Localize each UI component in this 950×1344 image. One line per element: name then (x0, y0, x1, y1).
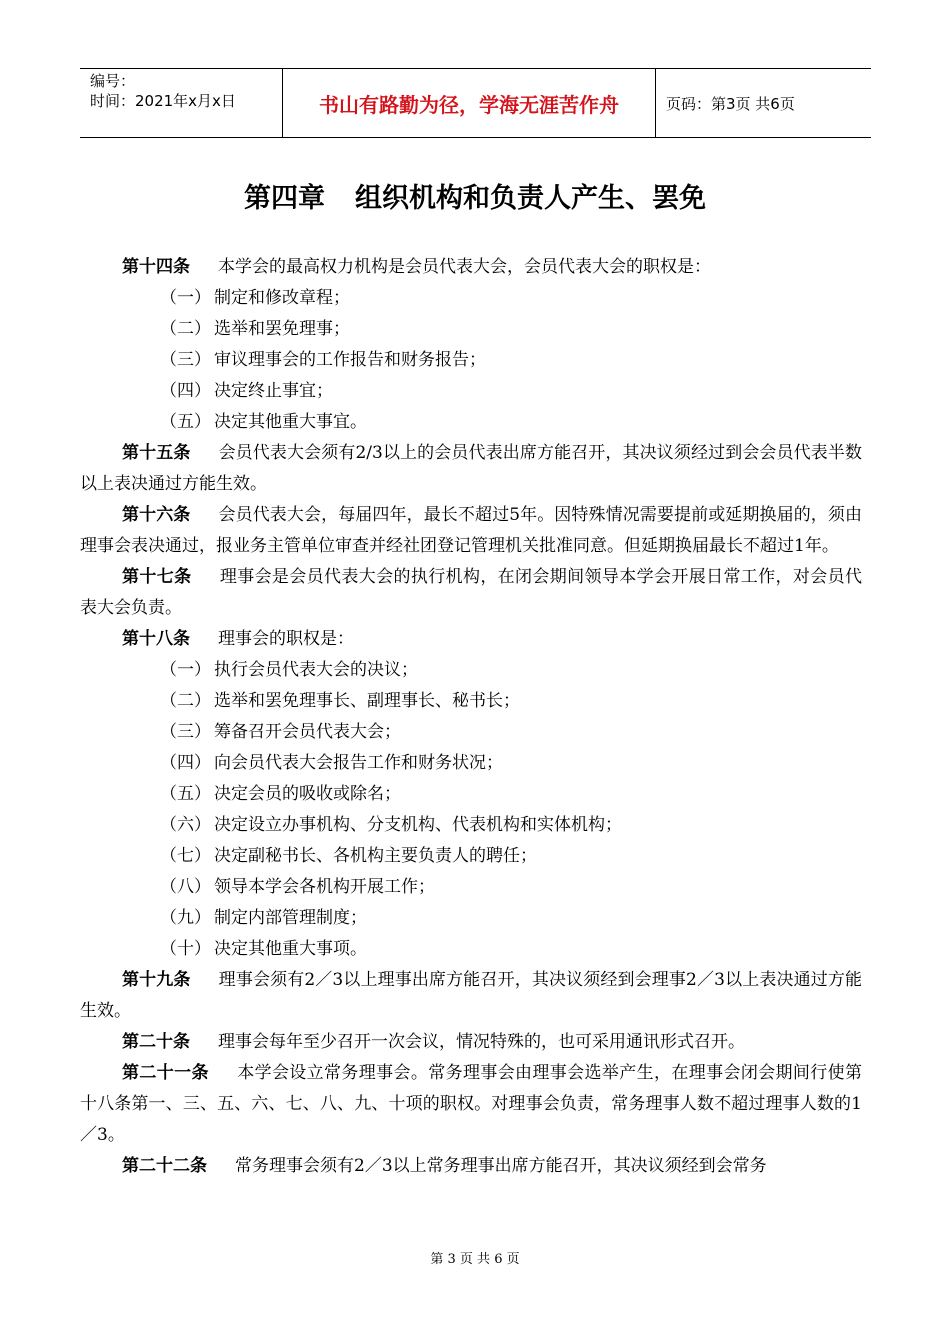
document-header (80, 68, 871, 138)
list-item: （一） 制定和修改章程； (160, 288, 350, 308)
article-label: 第十五条 (122, 443, 191, 463)
article-20 (80, 1027, 862, 1058)
list-item: （二） 选举和罢免理事； (160, 319, 350, 339)
article-text: 本学会设立常务理事会。常务理事会由理事会选举产生，在理事会闭会期间行使第十八条第一、三、五、六、七、八、九、十项的职权。对理事会负责，常务理事人数不超过理事人数的1／3。 (80, 1063, 863, 1145)
list-item: （五） 决定其他重大事宜。 (160, 412, 367, 432)
article-15 (80, 438, 862, 500)
header-page-info: 页码：第3页 共6页 (666, 94, 795, 113)
chapter-number: 第四章 (244, 183, 325, 214)
article-text: 会员代表大会，每届四年，最长不超过5年。因特殊情况需要提前或延期换届的，须由理事会表决通过，报业务主管单位审查并经社团登记管理机关批准同意。但延期换届最长不超过1年。 (80, 505, 862, 556)
article-text: 会员代表大会须有2/3以上的会员代表出席方能召开，其决议须经过到会会员代表半数以上表决通过方能生效。 (80, 443, 862, 494)
article-14 (122, 252, 862, 283)
header-meta (80, 69, 282, 137)
list-item: （四） 向会员代表大会报告工作和财务状况； (160, 753, 503, 773)
page-footer: 第 3 页 共 6 页 (430, 1252, 520, 1267)
article-text: 本学会的最高权力机构是会员代表大会，会员代表大会的职权是： (218, 257, 711, 277)
article-text: 常务理事会须有2／3以上常务理事出席方能召开，其决议须经到会常务 (235, 1156, 767, 1176)
document-body (80, 252, 863, 1182)
date-label: 时间：2021年x月x日 (90, 92, 236, 110)
list-item: （三） 筹备召开会员代表大会； (160, 722, 401, 742)
list-item: （五） 决定会员的吸收或除名； (160, 784, 401, 804)
list-item: （八） 领导本学会各机构开展工作； (160, 877, 435, 897)
article-21 (80, 1058, 862, 1151)
article-17 (80, 562, 862, 624)
list-item: （四） 决定终止事宜； (160, 381, 333, 401)
article-label: 第十六条 (122, 505, 191, 525)
article-text: 理事会是会员代表大会的执行机构，在闭会期间领导本学会开展日常工作，对会员代表大会负责。 (80, 567, 863, 618)
article-text: 理事会须有2／3以上理事出席方能召开，其决议须经到会理事2／3以上表决通过方能生效。 (80, 970, 863, 1021)
number-label: 编号： (90, 72, 136, 90)
chapter-name: 组织机构和负责人产生、罢免 (355, 183, 706, 214)
list-item: （二） 选举和罢免理事长、副理事长、秘书长； (160, 691, 520, 711)
article-22 (80, 1151, 862, 1182)
header-motto: 书山有路勤为径，学海无涯苦作舟 (282, 69, 656, 137)
article-label: 第十九条 (122, 970, 191, 990)
article-label: 第二十一条 (122, 1063, 209, 1083)
list-item: （六） 决定设立办事机构、分支机构、代表机构和实体机构； (160, 815, 622, 835)
list-item: （十） 决定其他重大事项。 (160, 939, 367, 959)
list-item: （一） 执行会员代表大会的决议； (160, 660, 418, 680)
chapter-title (0, 176, 950, 215)
article-text: 理事会的职权是： (218, 629, 354, 649)
list-item: （七） 决定副秘书长、各机构主要负责人的聘任； (160, 846, 537, 866)
article-label: 第十八条 (122, 629, 190, 649)
article-18 (122, 624, 862, 655)
article-16 (80, 500, 862, 562)
list-item: （三） 审议理事会的工作报告和财务报告； (160, 350, 486, 370)
article-text: 理事会每年至少召开一次会议，情况特殊的，也可采用通讯形式召开。 (218, 1032, 745, 1052)
article-label: 第十七条 (122, 567, 192, 587)
list-item: （九） 制定内部管理制度； (160, 908, 367, 928)
article-19 (80, 965, 862, 1027)
article-label: 第二十条 (122, 1032, 190, 1052)
article-label: 第十四条 (122, 257, 190, 277)
article-label: 第二十二条 (122, 1156, 207, 1176)
